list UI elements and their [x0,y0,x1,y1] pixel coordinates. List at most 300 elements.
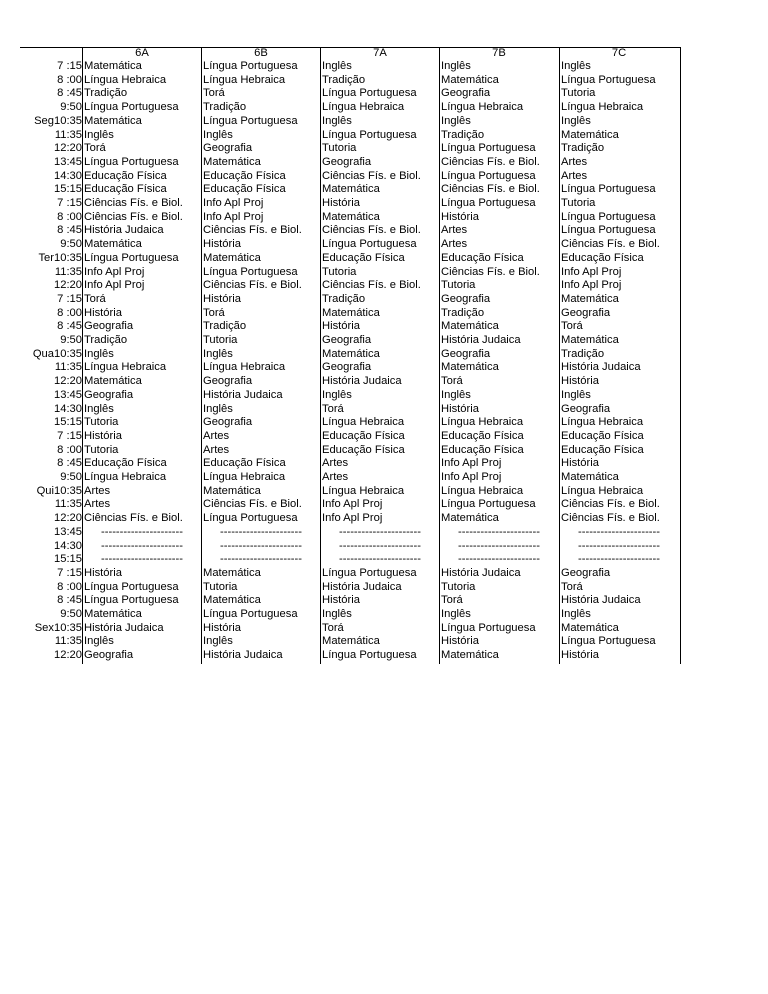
schedule-cell: História Judaica [84,621,164,634]
time-label: 7 :15 [57,60,82,72]
schedule-cell: ---------------------- [578,525,660,538]
schedule-cell: Tradição [441,306,485,319]
schedule-cell: Língua Hebraica [441,416,524,429]
schedule-cell: Inglês [322,388,352,401]
time-label: 9:50 [60,238,82,251]
table-row [20,594,681,608]
schedule-cell: Língua Portuguesa [322,566,417,579]
table-row [20,389,681,403]
table-row [20,498,681,512]
schedule-cell: ---------------------- [578,539,660,552]
time-slot [20,129,82,143]
time-slot [20,334,82,348]
schedule-cell: Info Apl Proj [322,498,383,511]
schedule-cell: Língua Portuguesa [322,238,417,251]
schedule-cell: Língua Portuguesa [441,621,536,634]
schedule-cell: Info Apl Proj [441,457,502,470]
time-label: 12:20 [54,279,82,292]
time-label: 9:50 [60,608,82,620]
schedule-cell: Língua Portuguesa [561,635,656,648]
table-row [20,320,681,334]
schedule-cell: Inglês [84,347,114,360]
table-row [20,87,681,101]
time-slot [20,457,82,471]
table-row [20,649,681,663]
schedule-cell: Matemática [322,635,380,648]
schedule-cell: Língua Portuguesa [322,649,417,662]
column-header-7a: 7A [373,47,387,59]
column-header-6a: 6A [135,47,149,59]
schedule-cell: Educação Física [322,251,405,264]
time-label: 7 :15 [57,197,82,209]
schedule-cell: Tradição [203,320,247,333]
schedule-cell: Artes [322,471,349,483]
schedule-cell: ---------------------- [578,553,660,566]
schedule-cell: Inglês [441,608,471,620]
schedule-cell: Inglês [441,388,471,401]
time-slot [20,252,82,266]
time-label: 11:35 [54,635,82,648]
table-row [20,142,681,156]
schedule-cell: Língua Portuguesa [84,155,179,168]
schedule-cell: Educação Física [322,429,405,442]
time-slot [20,224,82,238]
table-row [20,170,681,184]
schedule-cell: Artes [561,169,588,182]
table-row [20,183,681,197]
time-label: 15:15 [54,183,82,196]
schedule-cell: Artes [84,498,111,511]
schedule-cell: Língua Hebraica [561,484,644,497]
table-row [20,129,681,143]
schedule-cell: Língua Hebraica [441,101,524,114]
schedule-cell: Língua Hebraica [322,484,405,497]
table-row [20,430,681,444]
table-row [20,361,681,375]
table-row [20,622,681,636]
schedule-cell: Educação Física [203,457,286,470]
time-slot [20,635,82,649]
time-slot [20,266,82,280]
table-row [20,444,681,458]
schedule-cell: Inglês [322,60,352,72]
schedule-cell: Inglês [322,114,352,127]
schedule-cell: Língua Hebraica [84,471,167,483]
time-label: 8 :00 [57,306,82,319]
time-slot [20,238,82,252]
schedule-cell: Artes [441,224,468,237]
schedule-cell: Inglês [441,60,471,72]
schedule-cell: Artes [561,155,588,168]
schedule-cell: Info Apl Proj [203,210,264,223]
table-row [20,101,681,115]
schedule-cell: Língua Portuguesa [84,251,179,264]
time-slot [20,361,82,375]
schedule-cell: Geografia [84,320,134,333]
schedule-cell: Tradição [322,292,366,305]
schedule-cell: Educação Física [84,169,167,182]
schedule-cell: Língua Portuguesa [322,87,417,100]
schedule-cell: História [441,210,479,223]
table-row [20,156,681,170]
schedule-cell: Ciências Fís. e Biol. [441,183,540,196]
schedule-cell: Língua Portuguesa [203,60,298,72]
time-slot [20,115,82,129]
schedule-cell: ---------------------- [101,525,183,538]
time-slot [20,348,82,362]
schedule-cell: Matemática [322,347,380,360]
table-row [20,635,681,649]
schedule-cell: Torá [203,87,225,100]
schedule-cell: Língua Portuguesa [203,512,298,525]
table-row [20,348,681,362]
schedule-cell: Artes [203,443,230,456]
table-row [20,238,681,252]
time-label: 13:45 [54,525,82,538]
time-slot [20,649,82,663]
schedule-cell: Geografia [441,347,491,360]
time-label: 10:35 [54,484,82,497]
schedule-cell: História [203,238,241,251]
schedule-cell: Tutoria [561,197,596,209]
schedule-cell: Geografia [441,87,491,100]
schedule-cell: Educação Física [322,443,405,456]
table-row [20,567,681,581]
schedule-cell: Inglês [561,388,591,401]
schedule-cell: Educação Física [84,457,167,470]
schedule-cell: Educação Física [561,443,644,456]
schedule-cell: Língua Hebraica [322,101,405,114]
schedule-cell: Torá [561,320,583,333]
schedule-cell: Info Apl Proj [561,279,622,292]
schedule-cell: Língua Hebraica [203,471,286,483]
schedule-cell: Geografia [561,306,611,319]
time-label: 10:35 [54,621,82,634]
time-slot [20,553,82,567]
table-row [20,252,681,266]
schedule-cell: Ciências Fís. e Biol. [84,197,183,209]
time-slot [20,608,82,622]
schedule-cell: Matemática [561,128,619,141]
time-slot [20,581,82,595]
time-label: 8 :45 [57,224,82,237]
time-label: 14:30 [54,402,82,415]
schedule-cell: ---------------------- [458,553,540,566]
schedule-cell: História [203,292,241,305]
time-label: 10:35 [54,114,82,127]
time-slot [20,156,82,170]
table-row [20,553,681,567]
table-row [20,471,681,485]
time-slot [20,170,82,184]
time-label: 11:35 [54,498,82,511]
schedule-cell: Ciências Fís. e Biol. [441,155,540,168]
schedule-cell: Língua Portuguesa [561,73,656,86]
schedule-cell: História Judaica [203,649,283,662]
schedule-cell: Ciências Fís. e Biol. [561,512,660,525]
time-label: 15:15 [54,416,82,429]
schedule-cell: Tutoria [441,580,476,593]
time-slot [20,183,82,197]
schedule-cell: História [441,635,479,648]
column-header-6b: 6B [254,47,268,59]
schedule-cell: Ciências Fís. e Biol. [561,498,660,511]
schedule-cell: Info Apl Proj [322,512,383,525]
table-row [20,485,681,499]
time-slot [20,430,82,444]
schedule-cell: Língua Hebraica [203,73,286,86]
schedule-cell: Geografia [203,416,253,429]
table-row [20,512,681,526]
schedule-cell: Matemática [441,649,499,662]
time-label: 12:20 [54,375,82,388]
schedule-cell: Info Apl Proj [203,197,264,209]
time-label: 8 :45 [57,594,82,607]
schedule-cell: Matemática [84,608,142,620]
schedule-cell: Inglês [203,635,233,648]
schedule-cell: Geografia [84,649,134,662]
schedule-cell: ---------------------- [339,539,421,552]
schedule-cell: Tutoria [84,416,119,429]
schedule-cell: Matemática [441,361,499,374]
schedule-cell: Matemática [203,566,261,579]
day-label: Sex [34,621,54,634]
time-slot [20,594,82,608]
schedule-cell: Matemática [441,512,499,525]
table-row [20,375,681,389]
schedule-cell: Ciências Fís. e Biol. [322,279,421,292]
schedule-cell: ---------------------- [339,553,421,566]
day-label: Ter [38,251,54,264]
time-slot [20,197,82,211]
schedule-cell: Tradição [441,128,485,141]
schedule-cell: Matemática [84,114,142,127]
table-row [20,526,681,540]
schedule-cell: Artes [441,238,468,251]
schedule-cell: Geografia [203,142,253,155]
schedule-cell: Geografia [84,388,134,401]
schedule-cell: Matemática [561,621,619,634]
table-row [20,581,681,595]
schedule-cell: Educação Física [441,251,524,264]
table-row [20,266,681,280]
schedule-cell: Inglês [84,635,114,648]
schedule-cell: Ciências Fís. e Biol. [203,279,302,292]
schedule-cell: Matemática [561,334,619,346]
schedule-cell: Inglês [441,114,471,127]
table-row [20,334,681,348]
schedule-cell: História [84,306,122,319]
schedule-cell: Língua Hebraica [203,361,286,374]
time-label: 8 :00 [57,580,82,593]
time-label: 7 :15 [57,566,82,579]
schedule-cell: Língua Hebraica [84,361,167,374]
time-label: 13:45 [54,155,82,168]
schedule-cell: Matemática [561,471,619,483]
time-slot [20,307,82,321]
schedule-cell: História [84,566,122,579]
table-row [20,279,681,293]
time-label: 8 :45 [57,320,82,333]
schedule-cell: História [561,457,599,470]
time-slot [20,526,82,540]
schedule-cell: Língua Portuguesa [561,224,656,237]
schedule-cell: Geografia [561,566,611,579]
time-slot [20,498,82,512]
schedule-cell: Torá [441,594,463,607]
table-row [20,416,681,430]
table-row [20,115,681,129]
schedule-cell: Ciências Fís. e Biol. [203,498,302,511]
schedule-cell: Matemática [561,292,619,305]
schedule-cell: ---------------------- [458,525,540,538]
time-label: 11:35 [54,361,82,374]
time-slot [20,320,82,334]
schedule-cell: Tradição [322,73,366,86]
schedule-cell: Info Apl Proj [561,265,622,278]
schedule-cell: Educação Física [203,169,286,182]
schedule-cell: Língua Hebraica [561,101,644,114]
time-slot [20,567,82,581]
schedule-cell: Geografia [322,155,372,168]
schedule-cell: Língua Portuguesa [441,197,536,209]
table-row [20,74,681,88]
schedule-cell: Tutoria [322,265,357,278]
schedule-cell: Inglês [561,60,591,72]
time-label: 10:35 [54,251,82,264]
schedule-cell: Artes [322,457,349,470]
time-slot [20,60,82,74]
time-slot [20,471,82,485]
time-label: 12:20 [54,142,82,155]
schedule-cell: Língua Portuguesa [322,128,417,141]
table-row [20,540,681,554]
time-label: 9:50 [60,471,82,483]
schedule-cell: Língua Portuguesa [203,608,298,620]
time-label: 7 :15 [57,292,82,305]
schedule-cell: História Judaica [84,224,164,237]
schedule-cell: Tradição [561,142,605,155]
time-slot [20,403,82,417]
schedule-cell: Inglês [203,402,233,415]
schedule-cell: História [561,375,599,388]
schedule-cell: Língua Portuguesa [84,580,179,593]
time-label: 14:30 [54,169,82,182]
schedule-cell: Matemática [322,183,380,196]
schedule-cell: Inglês [203,128,233,141]
schedule-cell: História Judaica [441,566,521,579]
schedule-cell: ---------------------- [220,539,302,552]
time-label: 8 :45 [57,87,82,100]
table-row [20,197,681,211]
time-label: 12:20 [54,512,82,525]
schedule-cell: Info Apl Proj [84,265,145,278]
schedule-cell: Matemática [322,210,380,223]
schedule-cell: Educação Física [84,183,167,196]
schedule-cell: Tradição [561,347,605,360]
schedule-cell: Matemática [441,320,499,333]
time-slot [20,540,82,554]
table-row [20,403,681,417]
schedule-cell: ---------------------- [220,525,302,538]
schedule-cell: Língua Portuguesa [561,210,656,223]
schedule-cell: História [561,649,599,662]
schedule-cell: Tradição [203,101,247,114]
schedule-cell: Matemática [203,594,261,607]
schedule-cell: Educação Física [203,183,286,196]
schedule-cell: História Judaica [322,375,402,388]
schedule-cell: ---------------------- [339,525,421,538]
schedule-cell: Tutoria [203,580,238,593]
schedule-cell: História Judaica [203,388,283,401]
schedule-cell: Tutoria [441,279,476,292]
schedule-cell: Geografia [441,292,491,305]
time-slot [20,416,82,430]
schedule-cell: Educação Física [561,429,644,442]
schedule-cell: História [84,429,122,442]
table-row [20,224,681,238]
schedule-cell: Ciências Fís. e Biol. [441,265,540,278]
schedule-cell: Inglês [203,347,233,360]
schedule-cell: Língua Portuguesa [203,265,298,278]
schedule-cell: Ciências Fís. e Biol. [84,512,183,525]
schedule-cell: Artes [84,484,111,497]
schedule-cell: Matemática [203,251,261,264]
column-header-7c: 7C [611,47,627,59]
schedule-cell: Artes [203,429,230,442]
time-slot [20,375,82,389]
time-slot [20,293,82,307]
schedule-cell: Inglês [84,128,114,141]
schedule-cell: História Judaica [441,334,521,346]
schedule-cell: Língua Portuguesa [441,169,536,182]
schedule-cell: ---------------------- [101,553,183,566]
schedule-cell: Matemática [84,60,142,72]
schedule-cell: Língua Portuguesa [441,142,536,155]
schedule-cell: Ciências Fís. e Biol. [561,238,660,251]
day-label: Qua [32,347,54,360]
schedule-cell: Inglês [84,402,114,415]
schedule-cell: Matemática [203,484,261,497]
schedule-cell: Geografia [322,334,372,346]
schedule-cell: Língua Portuguesa [441,498,536,511]
schedule-cell: Info Apl Proj [84,279,145,292]
schedule-cell: História [203,621,241,634]
schedule-cell: Info Apl Proj [441,471,502,483]
schedule-cell: História Judaica [561,361,641,374]
schedule-cell: Tutoria [322,142,357,155]
schedule-cell: Torá [322,621,344,634]
schedule-cell: Língua Hebraica [441,484,524,497]
time-slot [20,485,82,499]
table-row [20,293,681,307]
schedule-cell: Língua Hebraica [322,416,405,429]
time-slot [20,444,82,458]
schedule-cell: Tradição [84,334,128,346]
time-slot [20,279,82,293]
time-label: 15:15 [54,553,82,566]
schedule-cell: História Judaica [322,580,402,593]
day-label: Qui [36,484,54,497]
schedule-cell: Torá [84,292,106,305]
schedule-cell: História [322,320,360,333]
schedule-cell: Matemática [441,73,499,86]
time-label: 8 :00 [57,210,82,223]
schedule-cell: Língua Portuguesa [84,101,179,114]
schedule-cell: Educação Física [561,251,644,264]
time-slot [20,74,82,88]
schedule-cell: História Judaica [561,594,641,607]
